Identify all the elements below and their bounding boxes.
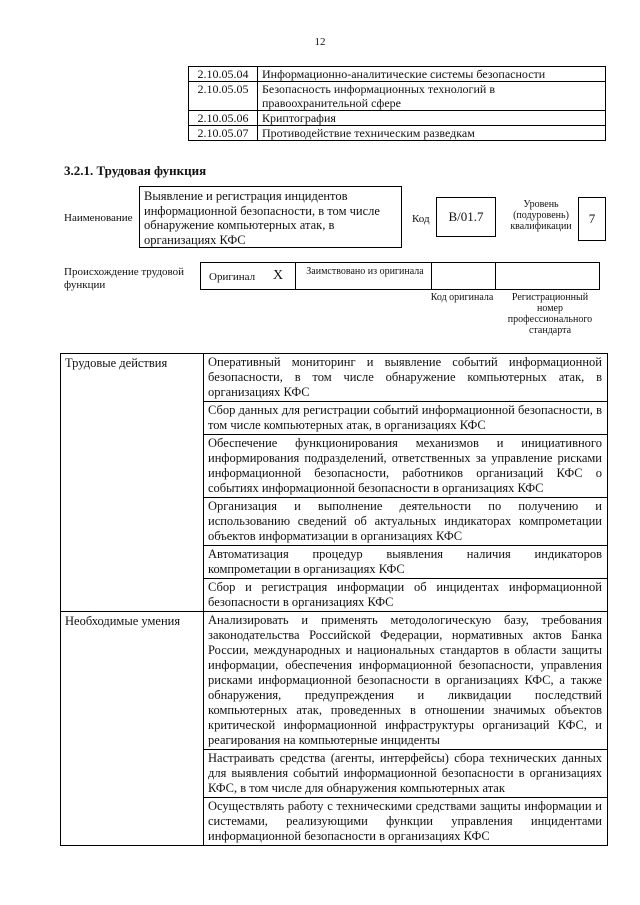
codes-table: [188, 66, 606, 141]
code-cell: 2.10.05.04: [189, 67, 258, 82]
origin-box: [200, 262, 600, 290]
skill-item: Настраивать средства (агенты, интерфейсы) сбора технических данных для выявления событий информационной безопасности в организациях КФС, в том числе для обнаружения компьютерных атак: [204, 750, 608, 798]
code-original-label: Код оригинала: [430, 292, 494, 303]
divider: [495, 263, 496, 289]
origin-label: Происхождение трудовой функции: [64, 266, 185, 291]
divider: [295, 263, 296, 289]
level-label: Уровень (подуровень) квалификации: [510, 199, 572, 232]
action-item: Обеспечение функционирования механизмов и инициативного информирования подразделений, ответственных за управление рисками информационной безопасности, работников организаций КФС о событиях информационной безопасности в организациях КФС: [204, 435, 608, 498]
original-mark: X: [273, 268, 284, 283]
code-cell: 2.10.05.07: [189, 126, 258, 141]
code-cell: 2.10.05.05: [189, 82, 258, 111]
borrowed-label: Заимствовано из оригинала: [306, 266, 424, 277]
name-label: Наименование: [64, 212, 133, 224]
code-label: Код: [412, 213, 430, 225]
page-number: 12: [314, 36, 326, 48]
skills-label: Необходимые умения: [61, 612, 204, 846]
section-title: 3.2.1. Трудовая функция: [64, 163, 207, 178]
table-row: [61, 354, 608, 402]
action-item: Оперативный мониторинг и выявление событий информационной безопасности, в том числе обнаружение компьютерных атак, в организациях КФС: [204, 354, 608, 402]
skill-item: Осуществлять работу с техническими средствами защиты информации и системами, реализующими функции управления инцидентами информационной безопасности в организациях КФС: [204, 798, 608, 846]
table-row: [189, 111, 606, 126]
table-row: [189, 67, 606, 82]
table-row: [61, 612, 608, 750]
skill-item: Анализировать и применять методологическую базу, требования законодательства Российской Федерации, нормативных актов Банка России, международных и национальных стандартов в области защиты информации, обеспечения информационной безопасности, управления рисками информационной безопасности в организациях КФС, а также обнаружения, предупреждения и ликвидации последствий компьютерных атак, проведенных в отношении значимых объектов критической информационной инфраструктуры организаций КФС, и реагирования на компьютерные инциденты: [204, 612, 608, 750]
name-cell: Криптография: [258, 111, 606, 126]
main-table: [60, 353, 608, 846]
table-row: [189, 126, 606, 141]
function-code-box: B/01.7: [436, 197, 496, 237]
action-item: Сбор данных для регистрации событий информационной безопасности, в том числе компьютерных атак, в организациях КФС: [204, 402, 608, 435]
name-cell: Противодействие техническим разведкам: [258, 126, 606, 141]
level-box: 7: [578, 197, 606, 241]
original-label: Оригинал: [209, 271, 256, 283]
action-item: Сбор и регистрация информации об инцидентах информационной безопасности в организациях КФС: [204, 579, 608, 612]
name-cell: Информационно-аналитические системы безопасности: [258, 67, 606, 82]
action-item: Организация и выполнение деятельности по получению и использованию сведений об актуальных индикаторах компрометации объектов информатизации в организациях КФС: [204, 498, 608, 546]
function-name-box: Выявление и регистрация инцидентов информационной безопасности, в том числе обнаружение компьютерных атак, в организациях КФС: [139, 186, 402, 248]
code-cell: 2.10.05.06: [189, 111, 258, 126]
divider: [431, 263, 432, 289]
actions-label: Трудовые действия: [61, 354, 204, 612]
name-cell: Безопасность информационных технологий в правоохранительной сфере: [258, 82, 606, 111]
reg-number-label: Регистрационный номер профессионального стандарта: [507, 292, 593, 336]
table-row: [189, 82, 606, 111]
action-item: Автоматизация процедур выявления наличия индикаторов компрометации в организациях КФС: [204, 546, 608, 579]
